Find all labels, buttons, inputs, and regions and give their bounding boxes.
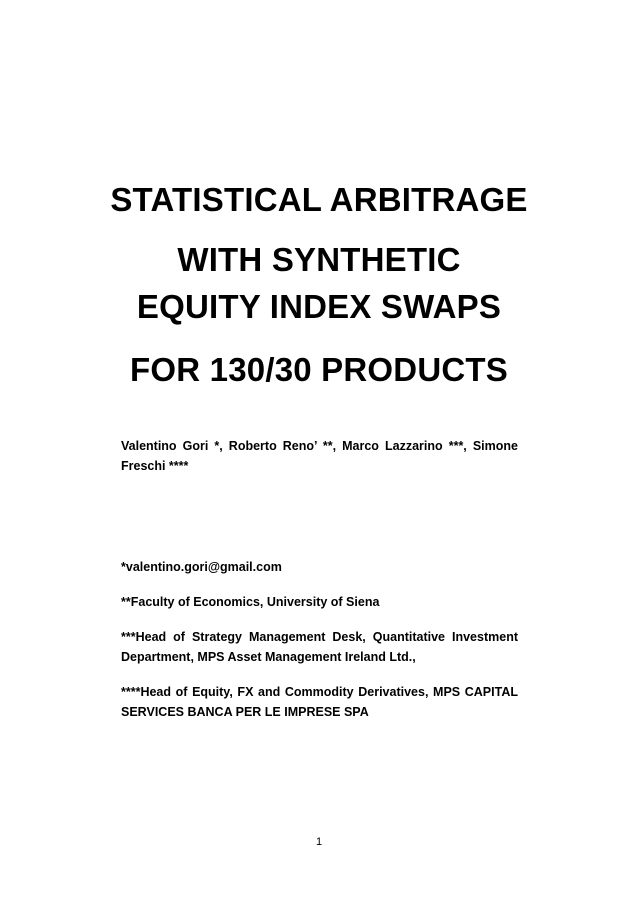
affiliation-mps-capital-services: ****Head of Equity, FX and Commodity Derivatives, MPS CAPITAL SERVICES BANCA PER LE IMPRESE SPA <box>121 685 518 719</box>
affiliation-email: *valentino.gori@gmail.com <box>121 560 282 574</box>
author-list: Valentino Gori *, Roberto Reno’ **, Marco Lazzarino ***, Simone Freschi **** <box>121 439 518 473</box>
title-line-3: EQUITY INDEX SWAPS <box>136 288 502 325</box>
title-line-2: WITH SYNTHETIC <box>177 241 461 278</box>
title-line-4: FOR 130/30 PRODUCTS <box>130 351 508 388</box>
affiliation-siena: **Faculty of Economics, University of Siena <box>121 595 380 609</box>
title-line-1: STATISTICAL ARBITRAGE <box>110 181 528 218</box>
page-number: 1 <box>315 836 323 848</box>
affiliation-mps-asset-management: ***Head of Strategy Management Desk, Quantitative Investment Department, MPS Asset Management Ireland Ltd., <box>121 630 518 664</box>
